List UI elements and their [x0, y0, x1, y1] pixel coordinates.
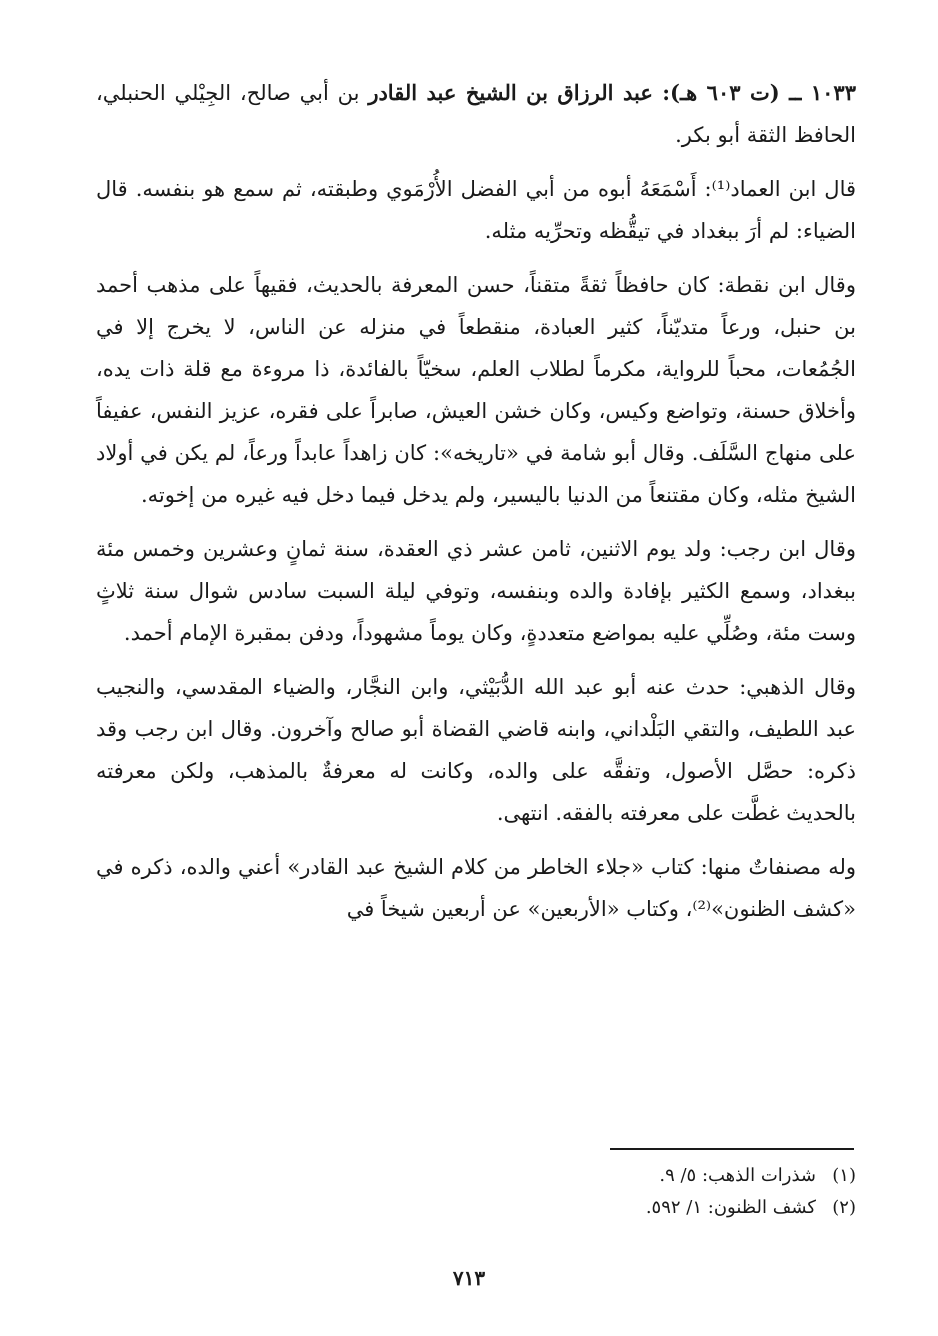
entry-heading-paragraph	[96, 72, 856, 156]
paragraph-ibn-al-imad: قال ابن العماد⁽¹⁾: أَسْمَعَهُ أبوه من أبي الفضل الأُرْمَوي وطبقته، ثم سمع هو بنفسه. قال الضياء: لم أرَ ببغداد في تيقُّظه وتحرِّيه مثله.	[96, 177, 857, 243]
footnote-text: شذرات الذهب: ٥/ ٩.	[659, 1165, 816, 1186]
paragraph-ibn-nuqta: وقال ابن نقطة: كان حافظاً ثقةً متقناً، حسن المعرفة بالحديث، فقيهاً على مذهب أحمد بن حنبل، ورعاً متديّناً، كثير العبادة، منقطعاً في منزله عن الناس، لا يخرج إلا في الجُمُعات، محباً للرواية، مكرماً لطلاب العلم، سخيّاً بالفائدة، ذا مروءة مع قلة ذات يده، وأخلاق حسنة، وتواضع وكيس، وكان خشن العيش، صابراً على فقره، عزيز النفس، عفيفاً على منهاج السَّلَف. وقال أبو شامة في «تاريخه»: كان زاهداً عابداً ورعاً، لم يكن في أولاد الشيخ مثله، وكان مقتنعاً من الدنيا باليسير، ولم يدخل فيما دخل فيه غيره من إخوته.	[96, 273, 856, 507]
page-number: ٧١٣	[452, 1266, 486, 1290]
paragraph-works: وله مصنفاتٌ منها: كتاب «جلاء الخاطر من كلام الشيخ عبد القادر» أعني والده، ذكره في «كشف الظنون»⁽²⁾، وكتاب «الأربعين» عن أربعين شيخاً في	[96, 855, 856, 921]
page-body	[96, 72, 856, 942]
footnotes	[420, 1160, 856, 1224]
entry-heading: ١٠٣٣ ــ (ت ٦٠٣ هـ): عبد الرزاق بن الشيخ عبد القادر	[368, 80, 856, 105]
paragraph-dhahabi: وقال الذهبي: حدث عنه أبو عبد الله الدُّبَيْثي، وابن النجَّار، والضياء المقدسي، والنجيب عبد اللطيف، والتقي البَلْداني، وابنه قاضي القضاة أبو صالح وآخرون. وقال ابن رجب وقد ذكره: حصَّل الأصول، وتفقَّه على والده، وكانت له معرفةٌ بالمذهب، ولكن معرفته بالحديث غطَّت على معرفته بالفقه. انتهى.	[96, 675, 856, 825]
paragraph-ibn-rajab: وقال ابن رجب: ولد يوم الاثنين، ثامن عشر ذي العقدة، سنة ثمانٍ وعشرين وخمس مئة ببغداد، وسمع الكثير بإفادة والده وبنفسه، وتوفي ليلة السبت سادس شوال سنة ثلاثٍ وست مئة، وصُلِّي عليه بمواضع متعددةٍ، وكان يوماً مشهوداً، ودفن بمقبرة الإمام أحمد.	[96, 537, 856, 645]
entry-heading-rest: بن أبي صالح، الجِيْلي الحنبلي، الحافظ الثقة أبو بكر.	[96, 81, 856, 147]
footnote-number: (١)	[832, 1165, 856, 1186]
footnote-1	[420, 1160, 856, 1192]
footnote-divider	[610, 1148, 854, 1150]
footnote-number: (٢)	[832, 1197, 856, 1218]
footnote-2	[420, 1192, 856, 1224]
footnote-text: كشف الظنون: ١/ ٥٩٢.	[645, 1197, 816, 1218]
